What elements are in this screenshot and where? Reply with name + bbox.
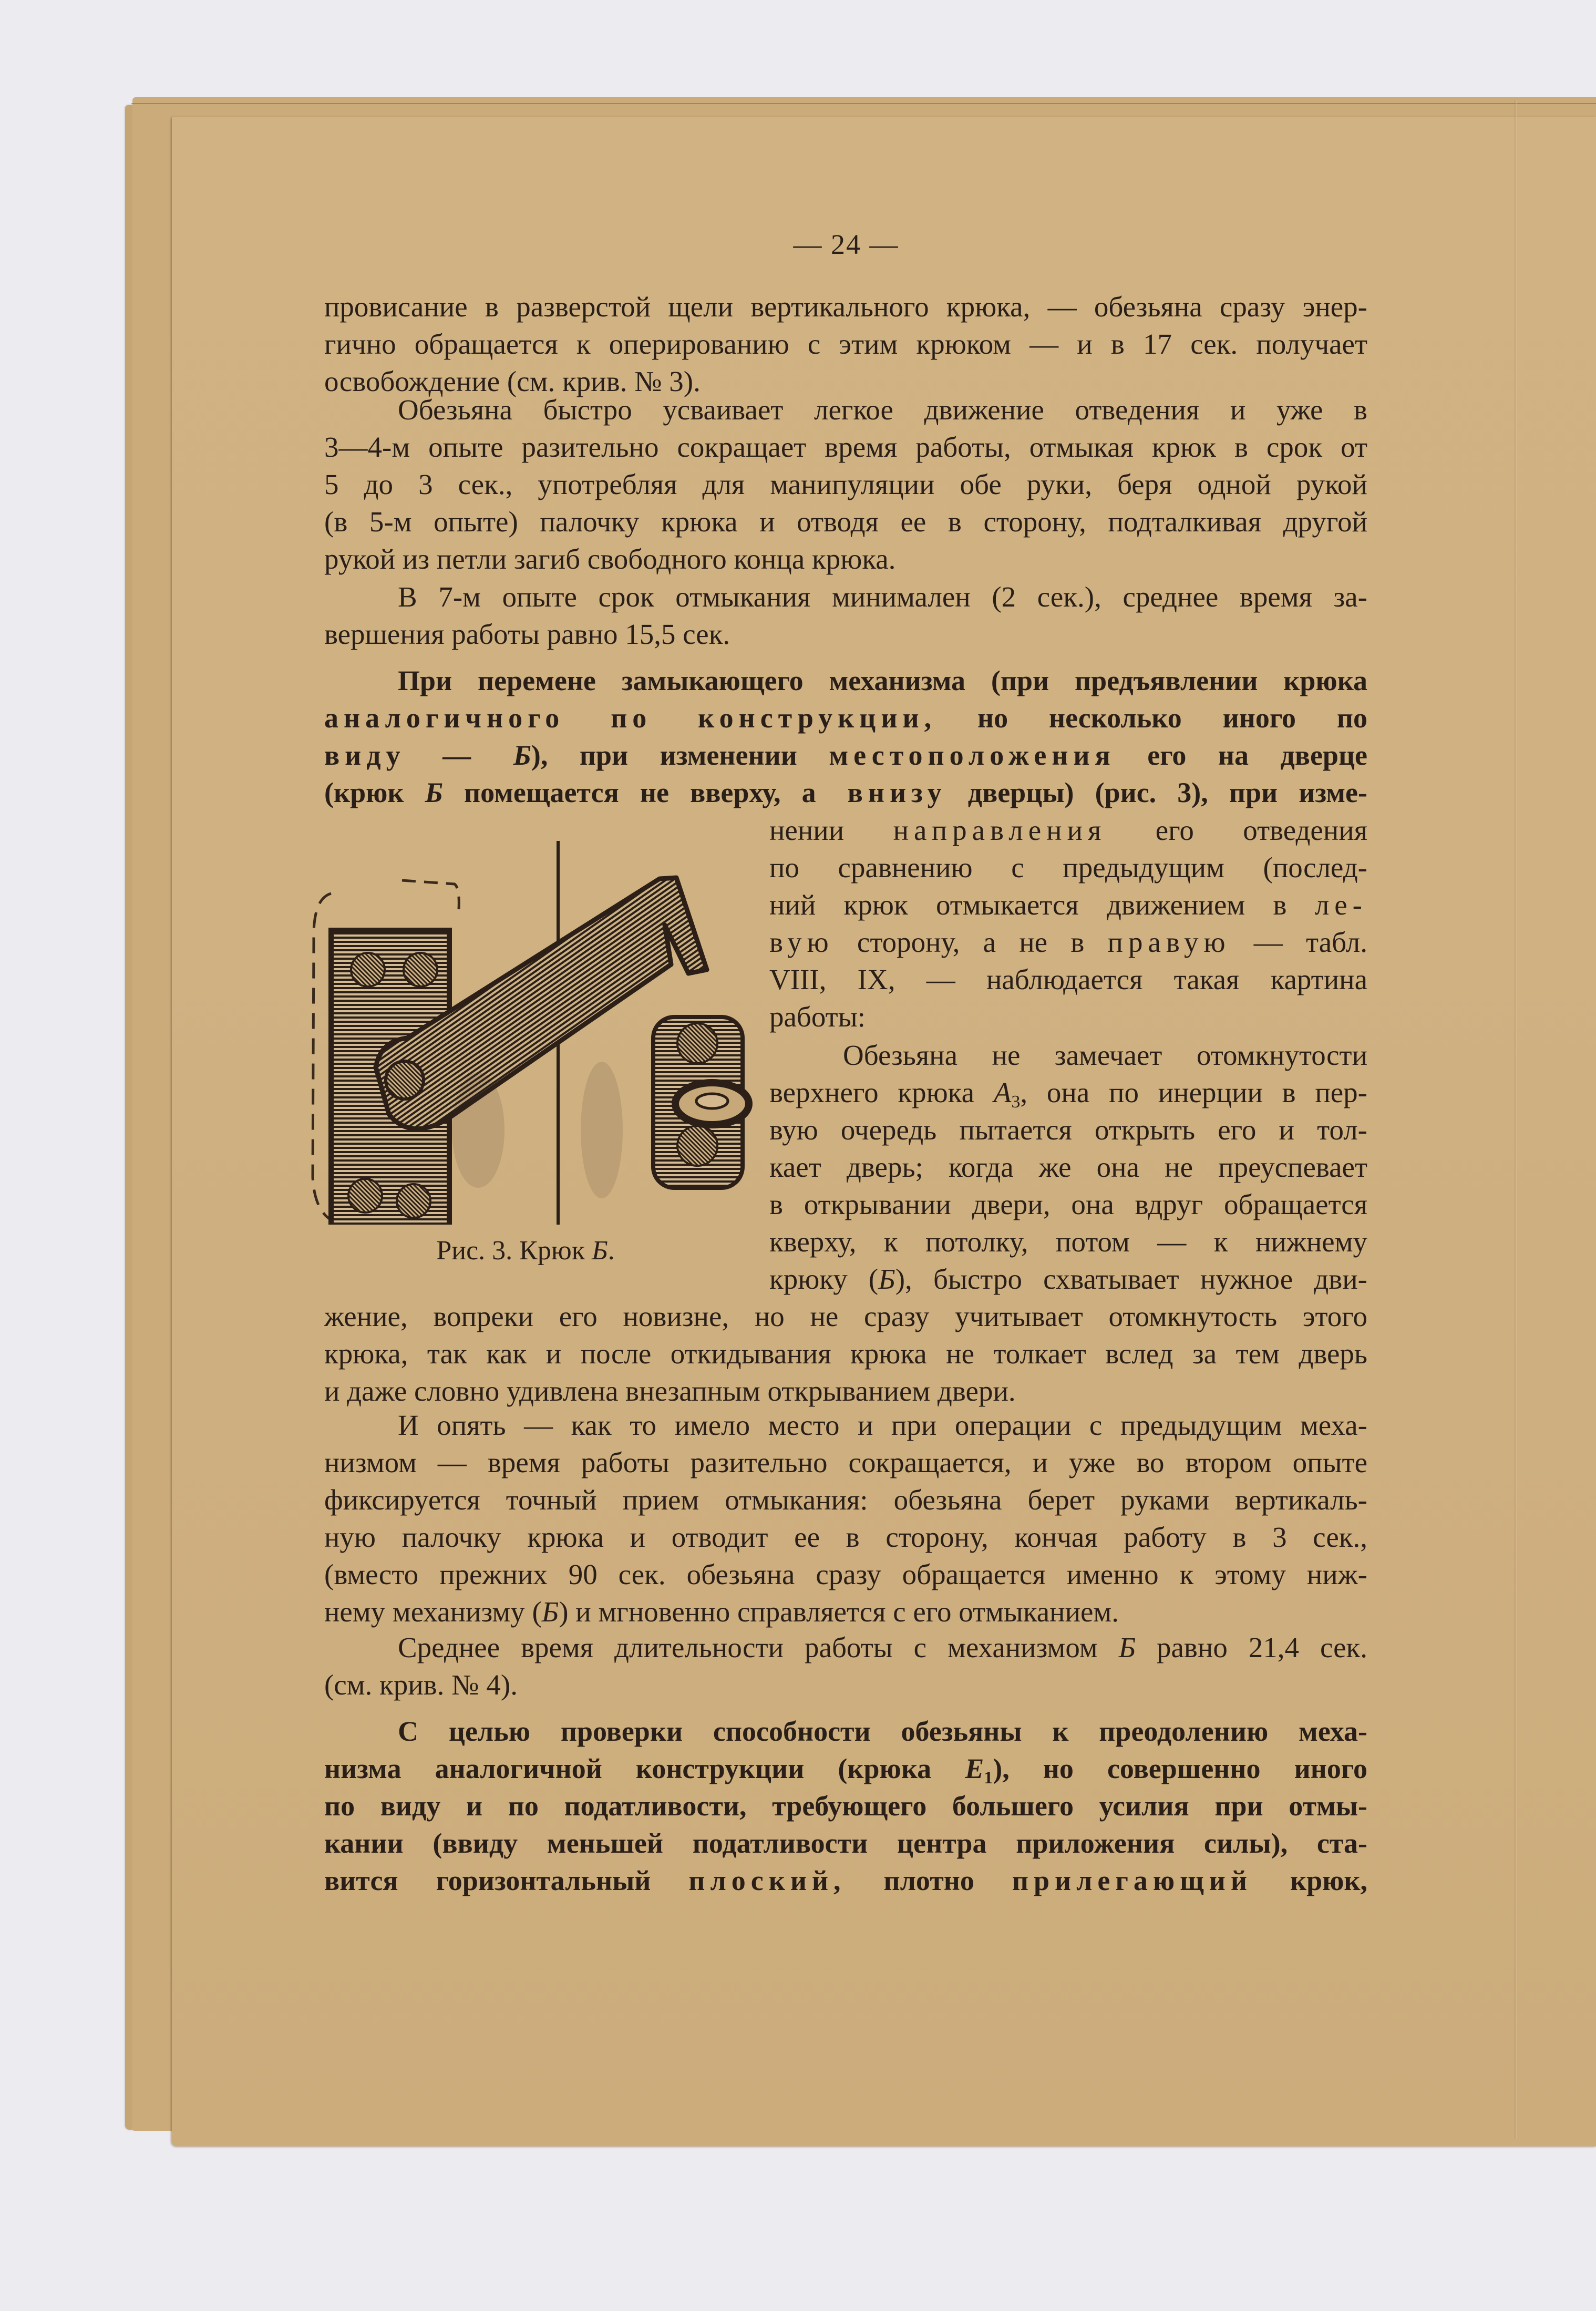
letter-a: А [993, 1076, 1012, 1108]
text-line [769, 923, 1367, 961]
text-line: При перемене замыкающего механизма (при предъявлении крюка [398, 665, 1367, 696]
text-line: вую очередь пытается открыть его и тол- [769, 1114, 1367, 1146]
text-line: И опять — как то имело место и при операции с предыдущим меха- [398, 1409, 1367, 1441]
letter-b: Б [425, 777, 443, 808]
text-span: помещается не вверху, [442, 777, 802, 808]
text-line: по виду и по податливости, требующего большего усилия при отмы- [324, 1790, 1367, 1822]
text-span: сторону, а не в [833, 926, 1108, 958]
text-line: кании (ввиду меньшей податливости центра приложения силы), ста- [324, 1827, 1367, 1859]
text-span: низма аналогичной конструкции (крюка [324, 1753, 965, 1784]
text-span: дверцы) (рис. 3), при изме- [946, 777, 1367, 808]
text-line: кверху, к потолку, потом — к нижнему [769, 1226, 1367, 1258]
text-span: его на дверце [1147, 739, 1367, 771]
text-span: верхнего крюка [769, 1076, 994, 1108]
text-line: В 7-м опыте срок отмыкания минимален (2 сек.), среднее время за- [398, 581, 1367, 613]
text-line: (в 5-м опыте) палочку крюка и отводя ее в сторону, подталкивая другой [324, 506, 1367, 538]
text-span: крюк, [1252, 1865, 1367, 1896]
text-line: 5 до 3 сек., употребляя для манипуляции обе руки, беря одной рукой [324, 468, 1367, 500]
caption-letter: Б [591, 1236, 608, 1266]
letter-e: Е [965, 1753, 984, 1784]
text-line [769, 812, 1367, 849]
spaced-text: местоположения [829, 739, 1116, 771]
sheet-edge-line [131, 103, 1596, 104]
text-span: ) и мгновенно справляется с его отмыканием. [559, 1596, 1119, 1628]
paragraph-7 [324, 1629, 1367, 1703]
text-span: ), при изменении [531, 739, 797, 771]
spaced-text: направления [893, 814, 1107, 846]
page-number: — 24 — [793, 229, 899, 260]
text-line: по сравнению с предыдущим (послед- [769, 851, 1367, 884]
text-span: но несколько иного по [977, 702, 1367, 734]
text-line: Обезьяна быстро усваивает легкое движение отведения и уже в [398, 394, 1367, 426]
hook-illustration-icon [302, 836, 754, 1225]
text-span: плотно [846, 1865, 1012, 1896]
paragraph-4-continued [769, 812, 1367, 1035]
text-line: Обезьяна не замечает отомкнутости [843, 1039, 1367, 1071]
text-line: освобождение (см. крив. № 3). [324, 365, 701, 397]
text-line [324, 1593, 1367, 1630]
text-span: , она по инерции в пер- [1020, 1076, 1367, 1108]
text-line: 3—4-м опыте разительно сокращает время работы, отмыкая крюк в срок от [324, 431, 1367, 463]
text-span: крюку ( [769, 1263, 879, 1295]
text-line: провисание в разверстой щели вертикального крюка, — обезьяна сразу энер- [324, 291, 1367, 323]
letter-b: Б [878, 1263, 895, 1295]
text-span: — табл. [1230, 926, 1367, 958]
text-span: ), но совершенно иного [993, 1753, 1367, 1784]
letter-b: Б [513, 739, 531, 771]
spaced-text: вую [769, 926, 834, 958]
text-line: VIII, IX, — наблюдается такая картина [769, 963, 1367, 995]
paragraph-8 [324, 1713, 1367, 1899]
text-line: вершения работы равно 15,5 сек. [324, 618, 730, 650]
paragraph-5-continued [324, 1298, 1367, 1410]
spaced-text: виду — [324, 739, 513, 771]
paragraph-4 [324, 662, 1367, 812]
paragraph-5 [769, 1036, 1367, 1298]
spaced-text: аналогичного по конструкции, [324, 702, 937, 734]
text-span: (крюк [324, 777, 425, 808]
page-fold [1515, 100, 1517, 2139]
text-line: кает дверь; когда же она не преуспевает [769, 1151, 1367, 1183]
text-span: ), быстро схватывает нужное дви- [895, 1263, 1367, 1295]
text-span: вится горизонтальный [324, 1865, 689, 1896]
text-line: С целью проверки способности обезьяны к преодолению меха- [398, 1716, 1367, 1747]
text-line [324, 1750, 1367, 1788]
caption-period: . [607, 1236, 615, 1266]
paragraph-3 [324, 578, 1367, 653]
text-line [324, 1629, 1367, 1666]
text-span: Среднее время длительности работы с механизмом [398, 1631, 1119, 1663]
text-span: нении [769, 814, 845, 846]
text-line [324, 737, 1367, 774]
text-line [324, 1862, 1367, 1899]
text-span: ний крюк отмыкается движением в [769, 889, 1315, 921]
text-line: рукой из петли загиб свободного конца крюка. [324, 543, 896, 575]
text-line: в открывании двери, она вдруг обращается [769, 1188, 1367, 1220]
letter-b: Б [1118, 1631, 1136, 1663]
spaced-text: прилегающий [1012, 1865, 1252, 1896]
figure-caption [399, 1230, 652, 1272]
paragraph-6 [324, 1406, 1367, 1630]
paragraph-2 [324, 391, 1367, 578]
subscript: 3 [1011, 1092, 1021, 1111]
text-line: (вместо прежних 90 сек. обезьяна сразу обращается именно к этому ниж- [324, 1558, 1367, 1590]
text-line [769, 886, 1367, 923]
paragraph-1 [324, 288, 1367, 400]
text-line [324, 700, 1367, 737]
text-span: равно 21,4 сек. [1136, 1631, 1367, 1663]
text-line: низмом — время работы разительно сокращается, и уже во втором опыте [324, 1446, 1367, 1478]
text-line: (см. крив. № 4). [324, 1669, 518, 1701]
spaced-text: ле- [1314, 889, 1367, 921]
spaced-text: плоский, [688, 1865, 846, 1896]
figure-hook-b [302, 836, 754, 1225]
text-line: и даже словно удивлена внезапным открыванием двери. [324, 1375, 1016, 1407]
text-span: его отведения [1155, 814, 1367, 846]
text-line: фиксируется точный прием отмыкания: обезьяна берет руками вертикаль- [324, 1484, 1367, 1516]
text-line: жение, вопреки его новизне, но не сразу учитывает отомкнутость этого [324, 1300, 1367, 1332]
spaced-text: а внизу [801, 777, 947, 808]
subscript: 1 [984, 1768, 993, 1788]
text-line [769, 1260, 1367, 1298]
text-line: гично обращается к оперированию с этим крюком — и в 17 сек. получает [324, 328, 1367, 360]
spaced-text: правую [1107, 926, 1231, 958]
text-span: нему механизму ( [324, 1596, 542, 1628]
text-line: крюка, так как и после откидывания крюка не толкает вслед за тем дверь [324, 1338, 1367, 1370]
text-line: ную палочку крюка и отводит ее в сторону, кончая работу в 3 сек., [324, 1521, 1367, 1553]
text-line [324, 774, 1367, 812]
caption-text: Рис. 3. Крюк [436, 1236, 592, 1266]
letter-b: Б [541, 1596, 559, 1628]
text-line [769, 1074, 1367, 1111]
text-line: работы: [769, 1001, 866, 1033]
